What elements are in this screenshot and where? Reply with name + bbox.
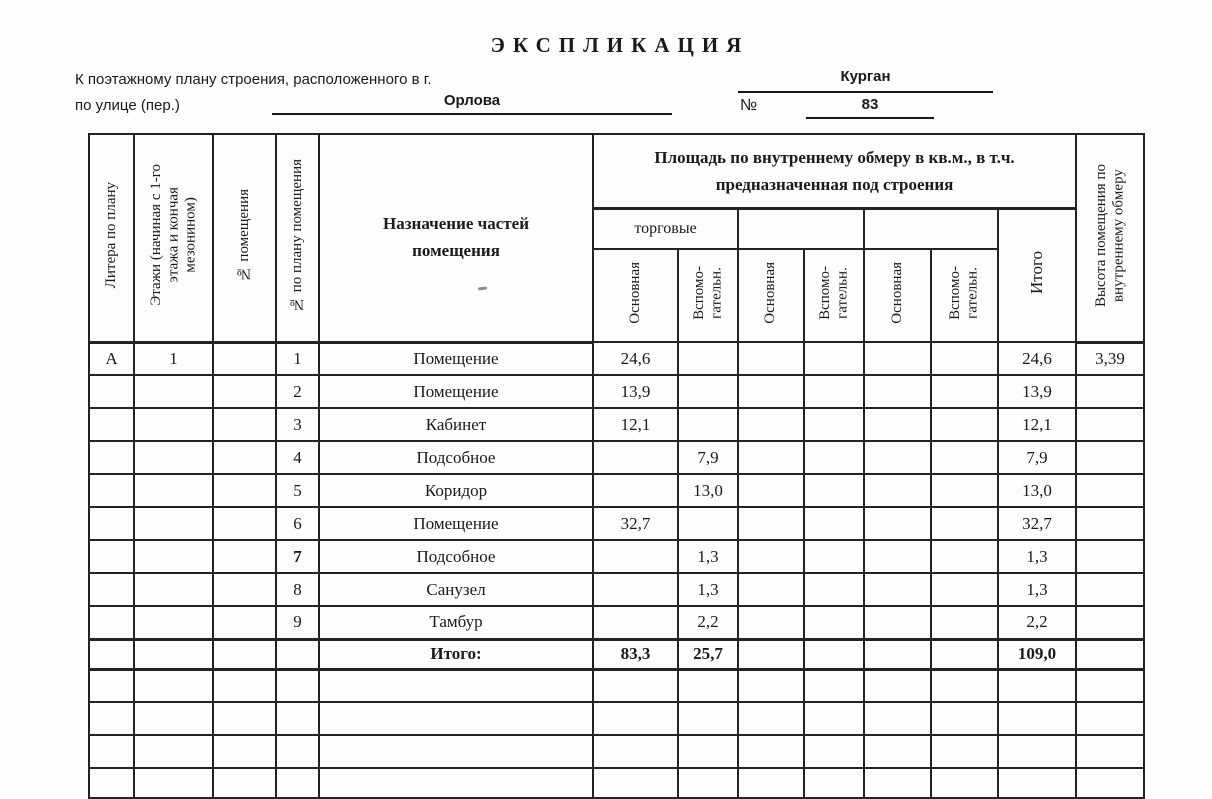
- document-title: ЭКСПЛИКАЦИЯ: [490, 33, 750, 57]
- cell-floor: [134, 507, 213, 540]
- cell-floor: [134, 474, 213, 507]
- cell-aux3: [931, 375, 998, 408]
- cell-purpose: Кабинет: [319, 408, 593, 441]
- cell-purpose: Коридор: [319, 474, 593, 507]
- table-row: [89, 702, 1144, 735]
- cell-room: [213, 507, 276, 540]
- cell-aux2: [804, 606, 864, 639]
- total-vertical-label: Итого: [1027, 251, 1047, 295]
- plan-number-vertical-label: № по плану помещения: [288, 158, 305, 312]
- cell-height: [1076, 540, 1144, 573]
- scan-mark: [478, 286, 487, 290]
- cell-aux3: [931, 573, 998, 606]
- cell-plan: [276, 702, 319, 735]
- col-header-litera: [89, 134, 134, 342]
- cell-room: [213, 669, 276, 702]
- cell-floor: [134, 639, 213, 669]
- cell-main2: [738, 474, 804, 507]
- cell-main3: [864, 669, 931, 702]
- cell-main3: [864, 441, 931, 474]
- cell-aux2: [804, 474, 864, 507]
- table-row: [89, 375, 1144, 408]
- cell-main1: 32,7: [593, 507, 678, 540]
- cell-main1: [593, 474, 678, 507]
- cell-room: [213, 441, 276, 474]
- cell-total: [998, 702, 1076, 735]
- cell-floor: [134, 573, 213, 606]
- cell-litera: [89, 573, 134, 606]
- cell-aux2: [804, 573, 864, 606]
- cell-main3: [864, 606, 931, 639]
- cell-aux2: [804, 669, 864, 702]
- cell-room: [213, 606, 276, 639]
- cell-aux3: [931, 639, 998, 669]
- cell-aux2: [804, 441, 864, 474]
- cell-main1: 83,3: [593, 639, 678, 669]
- cell-height: 3,39: [1076, 342, 1144, 375]
- cell-aux3: [931, 474, 998, 507]
- cell-plan: [276, 735, 319, 768]
- cell-floor: [134, 441, 213, 474]
- cell-litera: А: [89, 342, 134, 375]
- cell-aux1: [678, 768, 738, 798]
- cell-room: [213, 342, 276, 375]
- table-row: [89, 606, 1144, 639]
- col-header-area-group: Площадь по внутреннему обмеру в кв.м., в т.ч. предназначенная под строения: [593, 134, 1076, 208]
- cell-litera: [89, 702, 134, 735]
- cell-total: [998, 768, 1076, 798]
- cell-aux1: 2,2: [678, 606, 738, 639]
- street-label: по улице (пер.): [75, 97, 180, 114]
- cell-main2: [738, 507, 804, 540]
- cell-room: [213, 768, 276, 798]
- cell-main1: [593, 669, 678, 702]
- cell-litera: [89, 507, 134, 540]
- cell-aux1: [678, 507, 738, 540]
- cell-total: 32,7: [998, 507, 1076, 540]
- cell-aux3: [931, 768, 998, 798]
- cell-aux2: [804, 540, 864, 573]
- cell-room: [213, 540, 276, 573]
- cell-total: 1,3: [998, 573, 1076, 606]
- col-header-main-3: [864, 249, 931, 342]
- cell-aux2: [804, 768, 864, 798]
- cell-main3: [864, 540, 931, 573]
- cell-floor: [134, 408, 213, 441]
- cell-total: 13,0: [998, 474, 1076, 507]
- cell-main3: [864, 408, 931, 441]
- cell-aux2: [804, 408, 864, 441]
- cell-main1: [593, 540, 678, 573]
- city-field: Курган: [738, 68, 993, 93]
- cell-purpose: Тамбур: [319, 606, 593, 639]
- cell-aux3: [931, 669, 998, 702]
- cell-total: 24,6: [998, 342, 1076, 375]
- cell-main2: [738, 768, 804, 798]
- cell-aux3: [931, 408, 998, 441]
- table-header: [89, 134, 1144, 342]
- cell-litera: [89, 735, 134, 768]
- col-header-group-2: [738, 208, 864, 249]
- cell-purpose: [319, 669, 593, 702]
- cell-aux3: [931, 702, 998, 735]
- cell-aux1: [678, 669, 738, 702]
- cell-floor: 1: [134, 342, 213, 375]
- cell-height: [1076, 669, 1144, 702]
- col-header-aux-1: [678, 249, 738, 342]
- main-vertical-label: Основная: [626, 262, 643, 324]
- cell-total: 109,0: [998, 639, 1076, 669]
- number-sign: №: [740, 97, 758, 114]
- cell-plan: 7: [276, 540, 319, 573]
- plan-reference-label: К поэтажному плану строения, расположенного в г.: [75, 71, 432, 88]
- cell-main2: [738, 735, 804, 768]
- cell-room: [213, 474, 276, 507]
- cell-main1: [593, 735, 678, 768]
- table-row: [89, 507, 1144, 540]
- cell-main2: [738, 639, 804, 669]
- floors-vertical-label: Этажи (начиная с 1-го этажа и кончая мезонином): [147, 164, 199, 307]
- cell-litera: [89, 639, 134, 669]
- cell-aux1: 13,0: [678, 474, 738, 507]
- cell-main2: [738, 573, 804, 606]
- cell-plan: 6: [276, 507, 319, 540]
- table-row: [89, 669, 1144, 702]
- main-vertical-label: Основная: [888, 262, 905, 324]
- cell-plan: 1: [276, 342, 319, 375]
- cell-main3: [864, 507, 931, 540]
- main-vertical-label: Основная: [762, 262, 779, 324]
- litera-vertical-label: Литера по плану: [102, 182, 119, 289]
- cell-total: [998, 735, 1076, 768]
- cell-height: [1076, 474, 1144, 507]
- cell-main1: 24,6: [593, 342, 678, 375]
- cell-total: 2,2: [998, 606, 1076, 639]
- cell-aux1: [678, 735, 738, 768]
- cell-room: [213, 408, 276, 441]
- cell-main3: [864, 342, 931, 375]
- cell-plan: [276, 669, 319, 702]
- cell-purpose: Помещение: [319, 375, 593, 408]
- cell-main2: [738, 342, 804, 375]
- cell-height: [1076, 408, 1144, 441]
- cell-plan: 2: [276, 375, 319, 408]
- cell-main2: [738, 375, 804, 408]
- cell-litera: [89, 669, 134, 702]
- col-header-floors: [134, 134, 213, 342]
- aux-vertical-label: Вспомо- гательн.: [690, 266, 724, 320]
- cell-litera: [89, 768, 134, 798]
- table-row: [89, 408, 1144, 441]
- cell-main3: [864, 639, 931, 669]
- explication-table: [88, 133, 1145, 799]
- cell-height: [1076, 507, 1144, 540]
- cell-total: 1,3: [998, 540, 1076, 573]
- cell-aux3: [931, 606, 998, 639]
- cell-main1: [593, 441, 678, 474]
- table-row: [89, 735, 1144, 768]
- cell-purpose: [319, 702, 593, 735]
- cell-aux3: [931, 342, 998, 375]
- cell-purpose: Санузел: [319, 573, 593, 606]
- cell-height: [1076, 735, 1144, 768]
- cell-height: [1076, 606, 1144, 639]
- table-body: [89, 342, 1144, 798]
- cell-room: [213, 639, 276, 669]
- cell-purpose: Подсобное: [319, 540, 593, 573]
- cell-height: [1076, 573, 1144, 606]
- table-row: [89, 540, 1144, 573]
- cell-total: 12,1: [998, 408, 1076, 441]
- cell-height: [1076, 639, 1144, 669]
- col-header-aux-3: [931, 249, 998, 342]
- cell-room: [213, 573, 276, 606]
- cell-main2: [738, 606, 804, 639]
- col-header-room-number: [213, 134, 276, 342]
- cell-purpose: [319, 735, 593, 768]
- aux-vertical-label: Вспомо- гательн.: [816, 266, 850, 320]
- height-vertical-label: Высота помещения по внутреннему обмеру: [1092, 163, 1127, 307]
- cell-main3: [864, 702, 931, 735]
- cell-floor: [134, 669, 213, 702]
- aux-vertical-label: Вспомо- гательн.: [947, 266, 981, 320]
- cell-main1: [593, 768, 678, 798]
- cell-plan: 8: [276, 573, 319, 606]
- cell-litera: [89, 540, 134, 573]
- cell-aux3: [931, 735, 998, 768]
- cell-main2: [738, 669, 804, 702]
- cell-aux3: [931, 540, 998, 573]
- cell-floor: [134, 735, 213, 768]
- cell-floor: [134, 702, 213, 735]
- table-row: [89, 768, 1144, 798]
- cell-main1: [593, 702, 678, 735]
- cell-main3: [864, 573, 931, 606]
- cell-room: [213, 375, 276, 408]
- cell-plan: [276, 768, 319, 798]
- col-header-aux-2: [804, 249, 864, 342]
- cell-floor: [134, 606, 213, 639]
- cell-aux2: [804, 639, 864, 669]
- cell-aux2: [804, 375, 864, 408]
- cell-main3: [864, 474, 931, 507]
- cell-aux2: [804, 702, 864, 735]
- cell-plan: 5: [276, 474, 319, 507]
- table-row: [89, 639, 1144, 669]
- cell-purpose: Подсобное: [319, 441, 593, 474]
- cell-litera: [89, 606, 134, 639]
- col-header-main-2: [738, 249, 804, 342]
- cell-aux1: [678, 375, 738, 408]
- cell-room: [213, 735, 276, 768]
- cell-total: 13,9: [998, 375, 1076, 408]
- building-number-field: 83: [806, 96, 934, 119]
- col-header-purpose: Назначение частей помещения: [319, 134, 593, 342]
- cell-main2: [738, 540, 804, 573]
- cell-height: [1076, 702, 1144, 735]
- cell-aux2: [804, 342, 864, 375]
- col-header-plan-number: [276, 134, 319, 342]
- room-number-vertical-label: № помещения: [235, 189, 252, 282]
- cell-litera: [89, 474, 134, 507]
- cell-floor: [134, 768, 213, 798]
- col-header-trade-group: торговые: [593, 208, 738, 249]
- cell-main2: [738, 408, 804, 441]
- cell-main1: [593, 606, 678, 639]
- cell-purpose: Помещение: [319, 342, 593, 375]
- cell-floor: [134, 540, 213, 573]
- cell-height: [1076, 768, 1144, 798]
- cell-plan: 9: [276, 606, 319, 639]
- cell-height: [1076, 375, 1144, 408]
- cell-main3: [864, 768, 931, 798]
- cell-aux1: [678, 342, 738, 375]
- cell-aux1: 1,3: [678, 573, 738, 606]
- cell-floor: [134, 375, 213, 408]
- cell-aux1: [678, 702, 738, 735]
- col-header-group-3: [864, 208, 998, 249]
- cell-total: [998, 669, 1076, 702]
- cell-plan: [276, 639, 319, 669]
- col-header-height: [1076, 134, 1144, 342]
- cell-room: [213, 702, 276, 735]
- cell-height: [1076, 441, 1144, 474]
- cell-plan: 4: [276, 441, 319, 474]
- table-row: [89, 474, 1144, 507]
- cell-aux1: [678, 408, 738, 441]
- cell-plan: 3: [276, 408, 319, 441]
- table-row: [89, 342, 1144, 375]
- cell-main1: 13,9: [593, 375, 678, 408]
- cell-total: 7,9: [998, 441, 1076, 474]
- cell-main1: [593, 573, 678, 606]
- col-header-total: [998, 208, 1076, 342]
- cell-main3: [864, 375, 931, 408]
- cell-litera: [89, 408, 134, 441]
- cell-purpose: Помещение: [319, 507, 593, 540]
- cell-main1: 12,1: [593, 408, 678, 441]
- cell-aux2: [804, 507, 864, 540]
- cell-aux1: 25,7: [678, 639, 738, 669]
- cell-aux1: 1,3: [678, 540, 738, 573]
- cell-purpose: Итого:: [319, 639, 593, 669]
- cell-aux3: [931, 507, 998, 540]
- cell-main2: [738, 702, 804, 735]
- cell-aux2: [804, 735, 864, 768]
- cell-litera: [89, 441, 134, 474]
- col-header-main-1: [593, 249, 678, 342]
- table-row: [89, 573, 1144, 606]
- cell-litera: [89, 375, 134, 408]
- cell-main3: [864, 735, 931, 768]
- table-row: [89, 441, 1144, 474]
- street-field: Орлова: [272, 92, 672, 115]
- cell-main2: [738, 441, 804, 474]
- cell-aux1: 7,9: [678, 441, 738, 474]
- cell-purpose: [319, 768, 593, 798]
- cell-aux3: [931, 441, 998, 474]
